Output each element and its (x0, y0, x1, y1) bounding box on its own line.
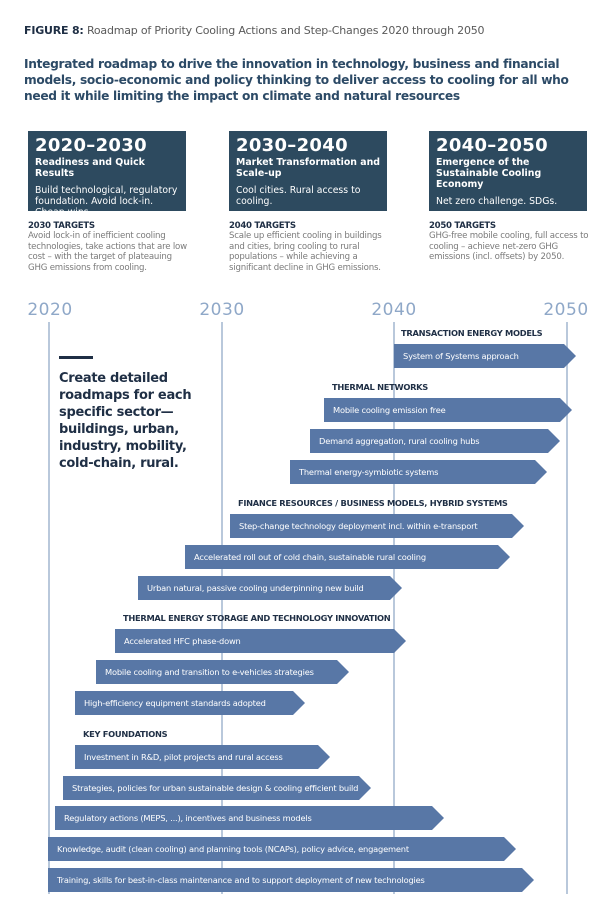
action-bar: Strategies, policies for urban sustainable design & cooling efficient buildings (63, 776, 359, 800)
action-bar: High-efficiency equipment standards adopted (75, 691, 293, 715)
period-title: Market Transformation and Scale-up (236, 157, 380, 179)
targets-2040 (229, 221, 389, 273)
targets-2030 (28, 221, 188, 273)
action-bar: Knowledge, audit (clean cooling) and planning tools (NCAPs), policy advice, engagement (48, 837, 504, 861)
group-label-transaction-energy-models: TRANSACTION ENERGY MODELS (401, 328, 543, 338)
intro-text: Integrated roadmap to drive the innovation in technology, business and financial models, socio-economic and policy thinking to deliver access to cooling for all who need it while limiting the impact on climate and natural resources (24, 57, 569, 103)
axis-year-2020: 2020 (27, 300, 73, 320)
period-box-2040-2050 (429, 131, 587, 211)
action-bar: Mobile cooling emission free (324, 398, 560, 422)
period-years: 2020–2030 (35, 135, 147, 156)
action-bar: Investment in R&D, pilot projects and rural access (75, 745, 318, 769)
group-label-thermal-networks: THERMAL NETWORKS (332, 382, 428, 392)
figure-label: FIGURE 8: (24, 24, 84, 37)
action-bar: Thermal energy-symbiotic systems (290, 460, 535, 484)
side-note-dash (59, 356, 93, 359)
action-bar: Urban natural, passive cooling underpinning new build (138, 576, 390, 600)
targets-text: GHG-free mobile cooling, full access to cooling – achieve net-zero GHG emissions (incl. offsets) by 2050. (429, 231, 589, 262)
period-description: Net zero challenge. SDGs. (436, 196, 558, 207)
period-years: 2040–2050 (436, 135, 548, 156)
action-bar: Accelerated roll out of cold chain, sustainable rural cooling (185, 545, 498, 569)
period-box-2030-2040 (229, 131, 387, 211)
action-bar: Regulatory actions (MEPS, ...), incentives and business models (55, 806, 432, 830)
group-label-key-foundations: KEY FOUNDATIONS (83, 729, 168, 739)
targets-heading: 2050 TARGETS (429, 221, 496, 231)
targets-2050 (429, 221, 589, 263)
group-label-finance-resources: FINANCE RESOURCES / BUSINESS MODELS, HYBRID SYSTEMS (238, 498, 508, 508)
axis-year-2030: 2030 (199, 300, 245, 320)
period-title: Emergence of the Sustainable Cooling Economy (436, 157, 542, 190)
period-years: 2030–2040 (236, 135, 348, 156)
targets-heading: 2030 TARGETS (28, 221, 95, 231)
action-bar: Step-change technology deployment incl. within e-transport (230, 514, 512, 538)
figure-caption-text: Roadmap of Priority Cooling Actions and Step-Changes 2020 through 2050 (86, 24, 485, 37)
action-bar: System of Systems approach (394, 344, 564, 368)
action-bar: Training, skills for best-in-class maintenance and to support deployment of new technologies (48, 868, 522, 892)
action-bar: Mobile cooling and transition to e-vehicles strategies (96, 660, 337, 684)
period-box-2020-2030 (28, 131, 186, 218)
gridline-2020 (48, 322, 50, 894)
action-bar: Accelerated HFC phase-down (115, 629, 394, 653)
period-description: Build technological, regulatory foundation. Avoid lock-in. Cheap wins. (35, 185, 178, 218)
axis-year-2050: 2050 (543, 300, 589, 320)
group-label-thermal-energy-storage: THERMAL ENERGY STORAGE AND TECHNOLOGY INNOVATION (123, 613, 391, 623)
side-note: Create detailed roadmaps for each specific sector—buildings, urban, industry, mobility, cold-chain, rural. (59, 371, 192, 471)
targets-text: Scale up efficient cooling in buildings and cities, bring cooling to rural populations – while achieving a significant decline in GHG emissions. (229, 231, 382, 273)
figure-caption (24, 24, 484, 37)
action-bar: Demand aggregation, rural cooling hubs (310, 429, 548, 453)
targets-text: Avoid lock-in of inefficient cooling technologies, take actions that are low cost – with the target of plateauing GHG emissions from cooling. (28, 231, 187, 273)
period-description: Cool cities. Rural access to cooling. (236, 185, 361, 207)
targets-heading: 2040 TARGETS (229, 221, 296, 231)
period-title: Readiness and Quick Results (35, 157, 145, 179)
axis-year-2040: 2040 (371, 300, 417, 320)
